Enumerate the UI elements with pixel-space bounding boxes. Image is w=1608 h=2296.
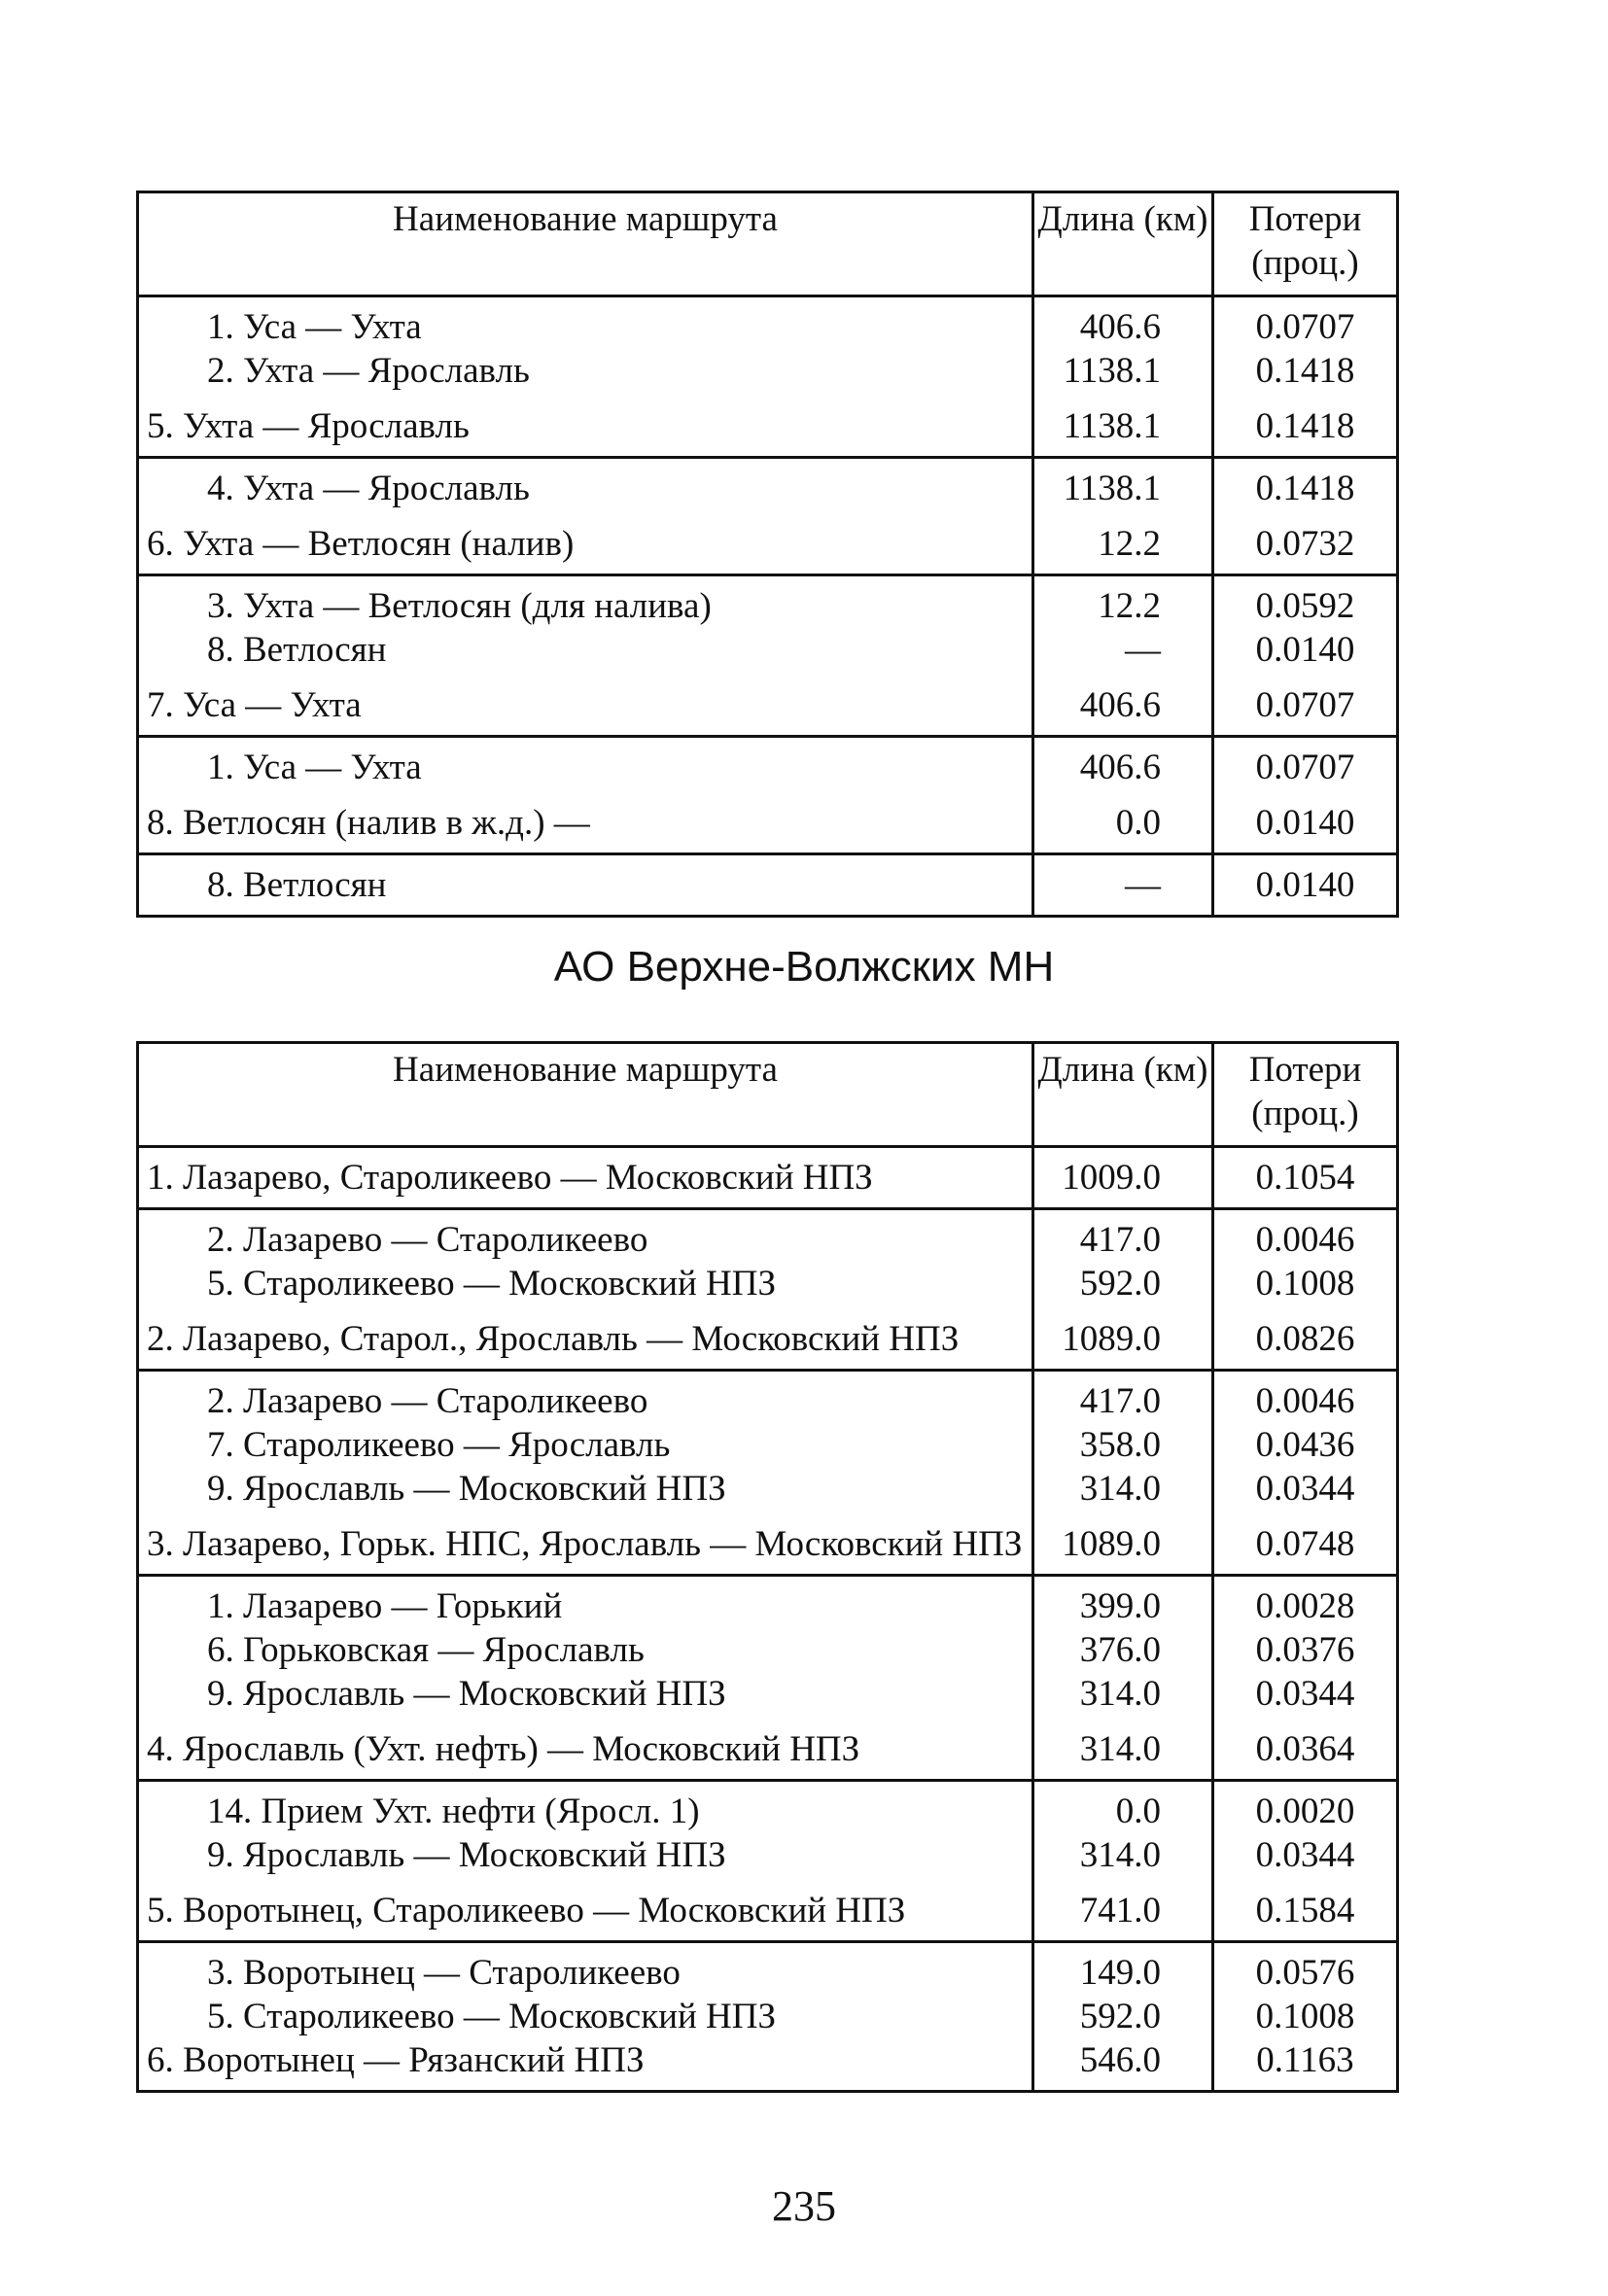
route-name-cell: 2. Лазарево — Староликеево — [138, 1371, 1033, 1424]
table-row — [138, 1576, 1398, 1629]
header-loss: Потери (проц.) — [1213, 1043, 1398, 1147]
length-cell: 0.0 — [1033, 1781, 1213, 1834]
route-name-cell: 2. Лазарево — Староликеево — [138, 1209, 1033, 1263]
table-row — [138, 1423, 1398, 1467]
length-cell: 1138.1 — [1033, 349, 1213, 393]
route-name-cell: 5. Староликеево — Московский НПЗ — [138, 1262, 1033, 1305]
length-cell: 399.0 — [1033, 1576, 1213, 1629]
length-cell: 1138.1 — [1033, 393, 1213, 458]
length-cell: 0.0 — [1033, 789, 1213, 854]
loss-cell: 0.1418 — [1213, 349, 1398, 393]
length-cell: 314.0 — [1033, 1672, 1213, 1716]
header-length: Длина (км) — [1033, 1043, 1213, 1147]
table-row — [138, 1781, 1398, 1834]
section-title: АО Верхне-Волжских МН — [553, 943, 1055, 991]
route-name-cell: 1. Уса — Ухта — [138, 296, 1033, 350]
route-name-cell: 8. Ветлосян — [138, 628, 1033, 672]
length-cell: 592.0 — [1033, 1995, 1213, 2038]
length-cell: — — [1033, 854, 1213, 917]
route-name-cell: 6. Горьковская — Ярославль — [138, 1628, 1033, 1672]
table-row — [138, 1716, 1398, 1781]
route-name-cell: 2. Ухта — Ярославль — [138, 349, 1033, 393]
table-header-row — [138, 192, 1398, 296]
route-name-cell: 6. Ухта — Ветлосян (налив) — [138, 510, 1033, 575]
route-name-cell: 6. Воротынец — Рязанский НПЗ — [138, 2038, 1033, 2092]
table-row — [138, 1995, 1398, 2038]
loss-cell: 0.0576 — [1213, 1942, 1398, 1996]
loss-cell: 0.0436 — [1213, 1423, 1398, 1467]
loss-cell: 0.0707 — [1213, 737, 1398, 790]
header-route-name: Наименование маршрута — [138, 192, 1033, 296]
table-row — [138, 575, 1398, 629]
length-cell: 376.0 — [1033, 1628, 1213, 1672]
length-cell: 417.0 — [1033, 1209, 1213, 1263]
route-name-cell: 2. Лазарево, Старол., Ярославль — Московский НПЗ — [138, 1305, 1033, 1371]
length-cell: 546.0 — [1033, 2038, 1213, 2092]
route-name-cell: 9. Ярославль — Московский НПЗ — [138, 1833, 1033, 1877]
route-name-cell: 5. Староликеево — Московский НПЗ — [138, 1995, 1033, 2038]
route-name-cell: 1. Лазарево, Староликеево — Московский НПЗ — [138, 1147, 1033, 1209]
loss-cell: 0.1008 — [1213, 1995, 1398, 2038]
route-name-cell: 4. Ярославль (Ухт. нефть) — Московский НПЗ — [138, 1716, 1033, 1781]
table-row — [138, 628, 1398, 672]
loss-cell: 0.0046 — [1213, 1209, 1398, 1263]
table-row — [138, 1305, 1398, 1371]
length-cell: 314.0 — [1033, 1716, 1213, 1781]
route-name-cell: 3. Ухта — Ветлосян (для налива) — [138, 575, 1033, 629]
header-length: Длина (км) — [1033, 192, 1213, 296]
table-row — [138, 296, 1398, 350]
loss-cell: 0.1008 — [1213, 1262, 1398, 1305]
table-row — [138, 393, 1398, 458]
length-cell: 314.0 — [1033, 1833, 1213, 1877]
loss-cell: 0.0592 — [1213, 575, 1398, 629]
loss-cell: 0.0376 — [1213, 1628, 1398, 1672]
route-name-cell: 3. Воротынец — Староликеево — [138, 1942, 1033, 1996]
route-name-cell: 9. Ярославль — Московский НПЗ — [138, 1672, 1033, 1716]
loss-cell: 0.1163 — [1213, 2038, 1398, 2092]
route-name-cell: 7. Староликеево — Ярославль — [138, 1423, 1033, 1467]
length-cell: 358.0 — [1033, 1423, 1213, 1467]
header-loss: Потери (проц.) — [1213, 192, 1398, 296]
length-cell: 1089.0 — [1033, 1511, 1213, 1576]
loss-cell: 0.0028 — [1213, 1576, 1398, 1629]
route-name-cell: 8. Ветлосян (налив в ж.д.) — — [138, 789, 1033, 854]
table-row — [138, 1371, 1398, 1424]
length-cell: 592.0 — [1033, 1262, 1213, 1305]
table-row — [138, 1833, 1398, 1877]
table-row — [138, 1628, 1398, 1672]
loss-cell: 0.0140 — [1213, 789, 1398, 854]
table-row — [138, 1467, 1398, 1511]
loss-cell: 0.0140 — [1213, 628, 1398, 672]
length-cell: 12.2 — [1033, 510, 1213, 575]
length-cell: 314.0 — [1033, 1467, 1213, 1511]
loss-cell: 0.0732 — [1213, 510, 1398, 575]
loss-cell: 0.0344 — [1213, 1833, 1398, 1877]
route-name-cell: 14. Прием Ухт. нефти (Яросл. 1) — [138, 1781, 1033, 1834]
length-cell: 406.6 — [1033, 672, 1213, 737]
loss-cell: 0.0046 — [1213, 1371, 1398, 1424]
length-cell: 12.2 — [1033, 575, 1213, 629]
route-name-cell: 7. Уса — Ухта — [138, 672, 1033, 737]
table-row — [138, 789, 1398, 854]
loss-cell: 0.0707 — [1213, 672, 1398, 737]
table-row — [138, 1942, 1398, 1996]
loss-cell: 0.1054 — [1213, 1147, 1398, 1209]
table-row — [138, 1511, 1398, 1576]
route-name-cell: 1. Лазарево — Горький — [138, 1576, 1033, 1629]
table-row — [138, 737, 1398, 790]
loss-cell: 0.1418 — [1213, 393, 1398, 458]
table-row — [138, 2038, 1398, 2092]
loss-cell: 0.0826 — [1213, 1305, 1398, 1371]
route-name-cell: 9. Ярославль — Московский НПЗ — [138, 1467, 1033, 1511]
routes-table-1 — [136, 191, 1399, 918]
table-row — [138, 1147, 1398, 1209]
table-row — [138, 1262, 1398, 1305]
route-name-cell: 1. Уса — Ухта — [138, 737, 1033, 790]
loss-cell: 0.0344 — [1213, 1672, 1398, 1716]
route-name-cell: 5. Ухта — Ярославль — [138, 393, 1033, 458]
table-header-row — [138, 1043, 1398, 1147]
table-row — [138, 1209, 1398, 1263]
loss-cell: 0.0344 — [1213, 1467, 1398, 1511]
length-cell: 406.6 — [1033, 737, 1213, 790]
routes-table-2 — [136, 1041, 1399, 2093]
length-cell: 1138.1 — [1033, 458, 1213, 511]
length-cell: 1009.0 — [1033, 1147, 1213, 1209]
length-cell: 406.6 — [1033, 296, 1213, 350]
page-number: 235 — [772, 2182, 836, 2230]
table-row — [138, 672, 1398, 737]
table-row — [138, 458, 1398, 511]
loss-cell: 0.1584 — [1213, 1877, 1398, 1942]
table-row — [138, 349, 1398, 393]
table-row — [138, 510, 1398, 575]
route-name-cell: 8. Ветлосян — [138, 854, 1033, 917]
loss-cell: 0.0707 — [1213, 296, 1398, 350]
loss-cell: 0.0140 — [1213, 854, 1398, 917]
route-name-cell: 4. Ухта — Ярославль — [138, 458, 1033, 511]
length-cell: 417.0 — [1033, 1371, 1213, 1424]
length-cell: 741.0 — [1033, 1877, 1213, 1942]
route-name-cell: 3. Лазарево, Горьк. НПС, Ярославль — Московский НПЗ — [138, 1511, 1033, 1576]
table-row — [138, 854, 1398, 917]
header-route-name: Наименование маршрута — [138, 1043, 1033, 1147]
length-cell: 149.0 — [1033, 1942, 1213, 1996]
table-row — [138, 1877, 1398, 1942]
route-name-cell: 5. Воротынец, Староликеево — Московский НПЗ — [138, 1877, 1033, 1942]
loss-cell: 0.1418 — [1213, 458, 1398, 511]
table-row — [138, 1672, 1398, 1716]
loss-cell: 0.0364 — [1213, 1716, 1398, 1781]
loss-cell: 0.0748 — [1213, 1511, 1398, 1576]
length-cell: 1089.0 — [1033, 1305, 1213, 1371]
loss-cell: 0.0020 — [1213, 1781, 1398, 1834]
length-cell: — — [1033, 628, 1213, 672]
